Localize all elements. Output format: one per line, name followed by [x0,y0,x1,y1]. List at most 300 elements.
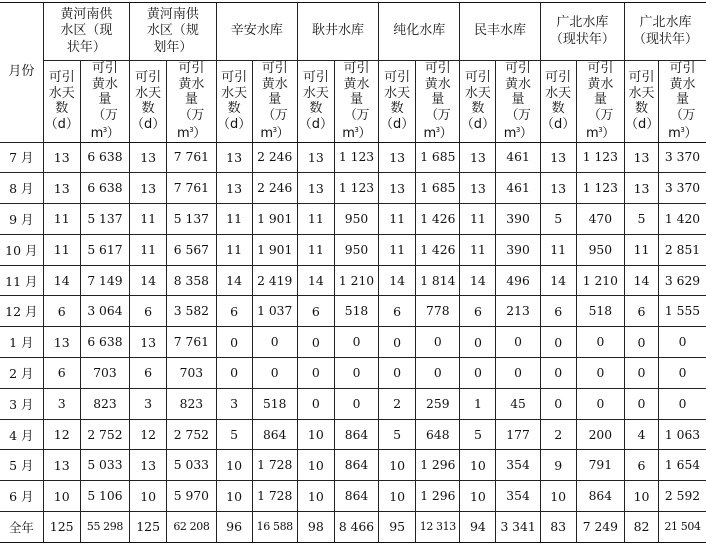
volume-cell: 1 123 [334,142,378,173]
header-row-groups [0,3,706,61]
reservoir-group-header [625,3,706,61]
unit-close-paren: ） [602,126,615,141]
days-cell: 11 [540,234,576,265]
volume-cell: 1 426 [416,204,460,235]
volume-cell: 648 [416,419,460,450]
days-cell: 13 [379,173,416,204]
volume-subheader-line: 黄水 [335,77,378,93]
volume-cell: 950 [334,234,378,265]
volume-cell: 6 638 [80,173,129,204]
volume-cell: 6 567 [167,234,216,265]
days-cell: 6 [460,296,496,327]
days-cell: 13 [130,450,167,481]
days-cell: 14 [216,265,252,296]
days-cell: 5 [460,419,496,450]
table-row [0,358,706,389]
volume-subheader-line: 可引 [496,61,539,77]
days-cell: 0 [379,358,416,389]
volume-cell: 470 [576,204,624,235]
volume-cell: 1 728 [252,450,297,481]
days-cell: 11 [625,234,659,265]
days-cell: 13 [43,327,80,358]
group-header-line: 水区（规 [130,23,215,40]
volume-subheader [496,61,540,143]
days-subheader-line: 数 [625,101,658,117]
days-cell: 0 [216,358,252,389]
days-cell: 125 [43,512,80,543]
days-cell: 14 [130,265,167,296]
unit-base: 万m [586,108,613,142]
volume-cell: 703 [167,358,216,389]
volume-subheader-line: 可引 [416,61,459,77]
days-cell: 3 [130,388,167,419]
days-subheader-line: （d） [44,117,80,133]
days-subheader-line: （d） [298,117,334,133]
group-header-line: 广北水库 [541,15,624,32]
days-subheader-line: 数 [130,101,166,117]
days-cell: 10 [460,450,496,481]
days-cell: 10 [625,481,659,512]
days-cell: 14 [379,265,416,296]
month-cell: 6 月 [0,481,43,512]
days-subheader-line: 可引 [217,70,252,86]
days-subheader-line: 可引 [460,70,495,86]
days-cell: 10 [297,450,334,481]
volume-cell: 0 [334,388,378,419]
volume-subheader [80,61,129,143]
unit-open-paren: （ [425,108,438,123]
volume-cell: 390 [496,204,540,235]
days-subheader-line: 可引 [541,70,576,86]
volume-cell: 3 370 [659,173,706,204]
reservoir-group-header [540,3,624,61]
volume-subheader [334,61,378,143]
days-cell: 14 [540,265,576,296]
group-header-line: 划年） [130,40,215,57]
unit-open-paren: （ [588,108,601,123]
days-subheader [379,61,416,143]
days-cell: 94 [460,512,496,543]
days-cell: 10 [297,481,334,512]
volume-cell: 6 638 [80,142,129,173]
days-cell: 0 [216,327,252,358]
volume-unit [496,108,539,142]
volume-cell: 1 555 [659,296,706,327]
volume-subheader-line: 黄水 [496,77,539,93]
volume-subheader-line: 可引 [577,61,624,77]
volume-cell: 5 137 [167,204,216,235]
volume-cell: 778 [416,296,460,327]
volume-cell: 1 210 [576,265,624,296]
days-cell: 82 [625,512,659,543]
days-cell: 11 [130,234,167,265]
days-cell: 9 [540,450,576,481]
group-header-line: （现状年） [625,32,706,49]
days-subheader [43,61,80,143]
group-header-line: 黄河南供 [130,7,215,24]
days-subheader-line: （d） [217,117,252,133]
table-row [0,204,706,235]
group-header-line: 辛安水库 [217,23,297,40]
days-cell: 0 [540,358,576,389]
volume-cell: 461 [496,142,540,173]
days-cell: 5 [540,204,576,235]
days-cell: 10 [460,481,496,512]
days-cell: 0 [625,388,659,419]
volume-cell: 5 033 [167,450,216,481]
volume-cell: 2 246 [252,173,297,204]
volume-unit [253,108,297,142]
volume-cell: 1 901 [252,234,297,265]
volume-cell: 864 [576,481,624,512]
days-cell: 1 [460,388,496,419]
days-cell: 13 [625,142,659,173]
volume-cell: 1 210 [334,265,378,296]
volume-subheader [659,61,706,143]
volume-cell: 5 033 [80,450,129,481]
group-header-line: 纯化水库 [379,23,459,40]
table-row [0,142,706,173]
days-cell: 6 [43,296,80,327]
days-cell: 10 [216,481,252,512]
unit-exponent: 3 [354,126,358,134]
month-cell: 1 月 [0,327,43,358]
days-subheader [130,61,167,143]
volume-unit [335,108,378,142]
volume-cell: 8 466 [334,512,378,543]
volume-cell: 0 [576,358,624,389]
days-subheader-line: 水天 [625,86,658,102]
volume-cell: 16 588 [252,512,297,543]
days-cell: 6 [43,358,80,389]
volume-cell: 950 [576,234,624,265]
volume-subheader-line: 黄水 [577,77,624,93]
days-subheader-line: 数 [298,101,334,117]
days-cell: 10 [540,481,576,512]
days-subheader-line: 可引 [625,70,658,86]
group-header-line: 状年） [44,40,129,57]
volume-cell: 0 [252,327,297,358]
unit-base: 万m [91,108,118,142]
days-cell: 0 [460,358,496,389]
volume-cell: 0 [416,327,460,358]
table-row [0,265,706,296]
days-subheader-line: 水天 [541,86,576,102]
volume-subheader [416,61,460,143]
volume-cell: 354 [496,450,540,481]
days-cell: 12 [43,419,80,450]
days-subheader-line: 可引 [130,70,166,86]
volume-cell: 1 037 [252,296,297,327]
days-subheader [460,61,496,143]
volume-cell: 823 [80,388,129,419]
table-row [0,296,706,327]
volume-cell: 12 313 [416,512,460,543]
volume-unit [416,108,459,142]
volume-cell: 1 685 [416,173,460,204]
volume-cell: 213 [496,296,540,327]
days-subheader-line: 数 [379,101,415,117]
water-supply-table [0,2,706,543]
reservoir-group-header [43,3,129,61]
volume-cell: 55 298 [80,512,129,543]
volume-cell: 0 [576,327,624,358]
days-subheader-line: 可引 [44,70,80,86]
volume-cell: 0 [252,358,297,389]
volume-cell: 864 [334,419,378,450]
unit-exponent: 3 [436,126,440,134]
days-cell: 13 [540,142,576,173]
days-subheader [216,61,252,143]
reservoir-group-header [460,3,540,61]
volume-cell: 200 [576,419,624,450]
days-cell: 11 [43,204,80,235]
unit-exponent: 3 [598,126,602,134]
volume-cell: 461 [496,173,540,204]
days-subheader-line: （d） [625,117,658,133]
days-subheader-line: 水天 [460,86,495,102]
days-subheader-line: 数 [44,101,80,117]
days-cell: 3 [216,388,252,419]
days-cell: 13 [43,450,80,481]
days-cell: 10 [216,450,252,481]
days-subheader-line: 水天 [217,86,252,102]
volume-cell: 864 [334,450,378,481]
volume-cell: 8 358 [167,265,216,296]
days-cell: 13 [379,142,416,173]
unit-exponent: 3 [516,126,520,134]
volume-cell: 259 [416,388,460,419]
days-cell: 13 [43,173,80,204]
volume-subheader-line: 量 [335,92,378,108]
table-row [0,450,706,481]
days-cell: 13 [297,173,334,204]
volume-unit [577,108,624,142]
volume-subheader-line: 量 [496,92,539,108]
days-cell: 98 [297,512,334,543]
unit-close-paren: ） [193,126,206,141]
days-cell: 0 [625,358,659,389]
volume-cell: 3 341 [496,512,540,543]
month-cell: 5 月 [0,450,43,481]
table-row [0,419,706,450]
days-cell: 13 [216,142,252,173]
days-cell: 14 [43,265,80,296]
volume-cell: 390 [496,234,540,265]
days-cell: 11 [43,234,80,265]
days-cell: 13 [540,173,576,204]
unit-exponent: 3 [680,126,684,134]
volume-cell: 1 654 [659,450,706,481]
days-cell: 13 [625,173,659,204]
days-cell: 13 [130,173,167,204]
volume-subheader-line: 黄水 [81,77,129,93]
volume-subheader-line: 可引 [167,61,215,77]
unit-base: 万m [668,108,695,142]
days-cell: 0 [460,327,496,358]
month-cell: 11 月 [0,265,43,296]
month-cell: 全年 [0,512,43,543]
unit-close-paren: ） [107,126,120,141]
reservoir-group-header [216,3,297,61]
unit-close-paren: ） [520,126,533,141]
days-cell: 14 [460,265,496,296]
days-cell: 4 [625,419,659,450]
volume-subheader-line: 可引 [81,61,129,77]
month-column-header: 月份 [0,3,43,143]
days-cell: 96 [216,512,252,543]
volume-cell: 518 [334,296,378,327]
volume-cell: 1 420 [659,204,706,235]
days-cell: 13 [460,173,496,204]
volume-cell: 3 064 [80,296,129,327]
volume-cell: 496 [496,265,540,296]
volume-subheader [167,61,216,143]
days-cell: 14 [297,265,334,296]
volume-subheader-line: 黄水 [659,77,706,93]
volume-subheader [252,61,297,143]
group-header-line: 黄河南供 [44,7,129,24]
days-cell: 11 [297,204,334,235]
days-cell: 5 [625,204,659,235]
volume-subheader-line: 黄水 [416,77,459,93]
unit-base: 万m [342,108,369,142]
days-cell: 10 [130,481,167,512]
days-cell: 13 [297,142,334,173]
days-cell: 0 [540,327,576,358]
days-cell: 11 [379,234,416,265]
days-cell: 11 [460,234,496,265]
volume-cell: 3 629 [659,265,706,296]
volume-cell: 1 123 [334,173,378,204]
month-cell: 9 月 [0,204,43,235]
volume-cell: 62 208 [167,512,216,543]
volume-cell: 518 [252,388,297,419]
days-subheader-line: 水天 [130,86,166,102]
days-cell: 83 [540,512,576,543]
volume-subheader-line: 量 [659,92,706,108]
table-row [0,234,706,265]
days-cell: 13 [216,173,252,204]
volume-cell: 0 [576,388,624,419]
days-cell: 11 [297,234,334,265]
volume-cell: 823 [167,388,216,419]
days-cell: 11 [379,204,416,235]
volume-cell: 518 [576,296,624,327]
days-cell: 0 [625,327,659,358]
volume-cell: 7 761 [167,173,216,204]
unit-base: 万m [504,108,531,142]
volume-cell: 0 [659,358,706,389]
volume-subheader-line: 可引 [659,61,706,77]
days-cell: 10 [379,481,416,512]
days-subheader-line: 数 [460,101,495,117]
table-row [0,173,706,204]
days-cell: 6 [216,296,252,327]
table-row [0,512,706,543]
volume-cell: 864 [334,481,378,512]
table-row [0,327,706,358]
volume-cell: 1 063 [659,419,706,450]
month-cell: 4 月 [0,419,43,450]
days-subheader-line: （d） [379,117,415,133]
days-subheader-line: （d） [460,117,495,133]
days-cell: 95 [379,512,416,543]
unit-base: 万m [177,108,204,142]
volume-cell: 1 296 [416,450,460,481]
unit-open-paren: （ [92,108,105,123]
volume-cell: 1 901 [252,204,297,235]
days-cell: 13 [130,327,167,358]
days-cell: 0 [379,327,416,358]
days-cell: 0 [540,388,576,419]
volume-subheader-line: 黄水 [167,77,215,93]
days-subheader-line: 可引 [298,70,334,86]
days-cell: 6 [540,296,576,327]
unit-close-paren: ） [277,126,290,141]
days-subheader-line: 水天 [379,86,415,102]
days-cell: 6 [130,358,167,389]
volume-cell: 3 370 [659,142,706,173]
volume-cell: 5 137 [80,204,129,235]
volume-cell: 2 752 [80,419,129,450]
volume-cell: 0 [416,358,460,389]
volume-subheader-line: 可引 [335,61,378,77]
days-subheader [625,61,659,143]
unit-exponent: 3 [189,126,193,134]
volume-cell: 354 [496,481,540,512]
volume-cell: 1 296 [416,481,460,512]
unit-exponent: 3 [273,126,277,134]
volume-subheader-line: 量 [167,92,215,108]
days-cell: 125 [130,512,167,543]
days-subheader-line: 数 [541,101,576,117]
volume-cell: 2 419 [252,265,297,296]
volume-cell: 950 [334,204,378,235]
volume-cell: 0 [496,358,540,389]
volume-cell: 1 123 [576,173,624,204]
volume-cell: 703 [80,358,129,389]
unit-open-paren: （ [506,108,519,123]
volume-subheader-line: 可引 [253,61,297,77]
reservoir-group-header [297,3,378,61]
days-cell: 6 [379,296,416,327]
days-cell: 2 [540,419,576,450]
days-cell: 10 [43,481,80,512]
days-subheader-line: （d） [130,117,166,133]
days-cell: 6 [297,296,334,327]
days-cell: 11 [130,204,167,235]
month-cell: 10 月 [0,234,43,265]
reservoir-group-header [379,3,460,61]
volume-cell: 5 106 [80,481,129,512]
volume-cell: 7 761 [167,142,216,173]
volume-subheader-line: 量 [577,92,624,108]
volume-subheader-line: 量 [416,92,459,108]
days-cell: 6 [625,296,659,327]
volume-cell: 5 617 [80,234,129,265]
volume-cell: 3 582 [167,296,216,327]
days-cell: 14 [625,265,659,296]
unit-base: 万m [260,108,287,142]
month-cell: 3 月 [0,388,43,419]
days-cell: 6 [130,296,167,327]
days-subheader-line: 可引 [379,70,415,86]
unit-open-paren: （ [670,108,683,123]
days-cell: 13 [130,142,167,173]
unit-open-paren: （ [344,108,357,123]
unit-open-paren: （ [179,108,192,123]
